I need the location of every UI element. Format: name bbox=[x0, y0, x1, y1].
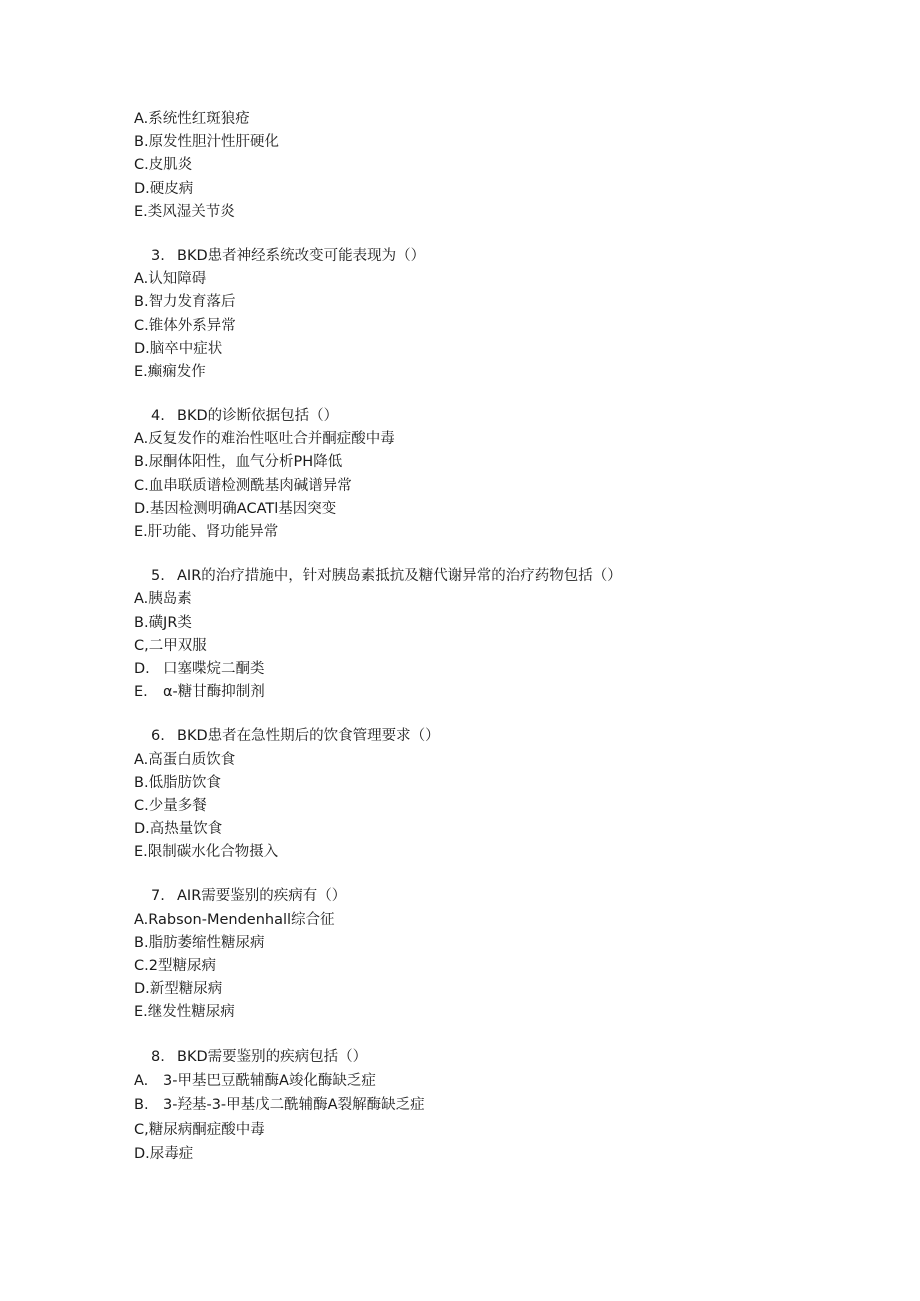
option-line bbox=[134, 795, 834, 818]
option-text: 磺JR类 bbox=[148, 614, 192, 631]
question-text: BKD需要鉴别的疾病包括（） bbox=[177, 1048, 368, 1065]
option-text: 肝功能、肾功能异常 bbox=[147, 524, 279, 540]
option-line bbox=[134, 131, 834, 154]
question-stem bbox=[134, 885, 834, 908]
option-text: 锥体外系异常 bbox=[148, 317, 236, 334]
option-text: 基因检测明确ACATl基因突变 bbox=[149, 500, 337, 517]
option-text: 二甲双服 bbox=[148, 637, 207, 654]
option-text: 血串联质谱检测酰基肉碱谱异常 bbox=[148, 477, 352, 494]
option-line bbox=[134, 475, 834, 498]
option-label: A. bbox=[134, 751, 149, 768]
question-block-8 bbox=[134, 1046, 834, 1167]
option-label: A. bbox=[134, 271, 149, 288]
option-label: B. bbox=[134, 294, 149, 311]
option-line bbox=[134, 1118, 834, 1143]
question-stem bbox=[134, 405, 834, 428]
option-line bbox=[134, 521, 834, 544]
option-line bbox=[134, 1001, 834, 1024]
option-text: 脂肪萎缩性糖尿病 bbox=[148, 934, 265, 951]
option-line bbox=[134, 818, 834, 841]
option-text: 皮肌炎 bbox=[148, 157, 193, 174]
option-text: 胰岛素 bbox=[148, 591, 192, 608]
option-label: B. bbox=[134, 1097, 149, 1114]
option-label: D. bbox=[134, 500, 150, 517]
option-label: B. bbox=[134, 134, 149, 151]
option-label: D. bbox=[134, 660, 150, 677]
option-text: 限制碳水化合物摄入 bbox=[147, 844, 279, 861]
option-line bbox=[134, 154, 834, 177]
option-label: A. bbox=[134, 431, 149, 448]
option-line bbox=[134, 681, 834, 704]
option-line bbox=[134, 635, 834, 658]
option-label: D. bbox=[134, 1146, 150, 1163]
option-line bbox=[134, 108, 834, 131]
option-line bbox=[134, 498, 834, 521]
option-label: E. bbox=[134, 203, 148, 220]
question-number: 4. bbox=[151, 408, 165, 425]
option-label: E. bbox=[134, 1004, 148, 1021]
option-label: C. bbox=[134, 157, 149, 174]
option-text: 原发性胆汁性肝硬化 bbox=[148, 134, 280, 151]
option-label: B. bbox=[134, 614, 149, 631]
option-label: C. bbox=[134, 797, 149, 814]
option-line bbox=[134, 451, 834, 474]
option-text: 癫痫发作 bbox=[147, 363, 206, 380]
option-label: E. bbox=[134, 844, 148, 861]
option-label: C, bbox=[134, 1121, 149, 1138]
option-line bbox=[134, 338, 834, 361]
option-label: D. bbox=[134, 981, 150, 998]
question-block-3 bbox=[134, 245, 834, 384]
option-label: E. bbox=[134, 524, 148, 540]
option-label: C. bbox=[134, 477, 149, 494]
option-line bbox=[134, 1093, 834, 1118]
option-line bbox=[134, 201, 834, 224]
option-label: A. bbox=[134, 591, 149, 608]
option-label: A. bbox=[134, 111, 149, 127]
option-label: C. bbox=[134, 958, 149, 974]
option-text: 系统性红斑狼疮 bbox=[148, 111, 250, 127]
question-stem bbox=[134, 565, 834, 588]
option-label: E. bbox=[134, 363, 148, 380]
option-text: 糖尿病酮症酸中毒 bbox=[148, 1121, 265, 1138]
option-line bbox=[134, 315, 834, 338]
option-label: E. bbox=[134, 684, 148, 701]
option-label: A. bbox=[134, 1072, 149, 1089]
question-stem bbox=[134, 725, 834, 748]
option-text: 智力发育落后 bbox=[148, 294, 236, 311]
option-label: B. bbox=[134, 774, 149, 791]
option-text: 2型糖尿病 bbox=[148, 958, 216, 974]
option-text: α-糖甘酶抑制剂 bbox=[163, 684, 265, 701]
option-line bbox=[134, 428, 834, 451]
option-text: 继发性糖尿病 bbox=[147, 1004, 235, 1021]
question-text: BKD患者在急性期后的饮食管理要求（） bbox=[177, 728, 440, 745]
option-text: 新型糖尿病 bbox=[149, 981, 223, 998]
question-stem bbox=[134, 245, 834, 268]
document-content bbox=[134, 108, 834, 1167]
option-line bbox=[134, 749, 834, 772]
question-number: 3. bbox=[151, 247, 165, 264]
option-line bbox=[134, 1069, 834, 1094]
option-label: D. bbox=[134, 821, 150, 838]
option-text: 硬皮病 bbox=[149, 180, 194, 197]
option-label: B. bbox=[134, 454, 149, 471]
option-text: 3-羟基-3-甲基戊二酰辅酶A裂解酶缺乏症 bbox=[163, 1097, 425, 1114]
option-text: 认知障碍 bbox=[148, 271, 207, 288]
option-text: 3-甲基巴豆酰辅酶A竣化酶缺乏症 bbox=[163, 1072, 376, 1089]
option-text: 尿酮体阳性，血气分析PH降低 bbox=[148, 454, 343, 471]
option-label: A. bbox=[134, 911, 149, 928]
option-label: B. bbox=[134, 934, 149, 951]
option-line bbox=[134, 291, 834, 314]
option-label: C, bbox=[134, 637, 149, 654]
option-text: 反复发作的难治性呕吐合并酮症酸中毒 bbox=[148, 431, 395, 448]
option-line bbox=[134, 658, 834, 681]
question-block-4 bbox=[134, 405, 834, 544]
option-text: 脑卒中症状 bbox=[149, 340, 223, 357]
question-text: AIR需要鉴别的疾病有（） bbox=[177, 888, 347, 905]
option-text: Rabson-Mendenhall综合征 bbox=[148, 911, 335, 928]
option-line bbox=[134, 932, 834, 955]
option-line bbox=[134, 178, 834, 201]
question-number: 8. bbox=[151, 1048, 165, 1065]
question-number: 6. bbox=[151, 728, 165, 745]
option-text: 少量多餐 bbox=[148, 797, 207, 814]
option-line bbox=[134, 361, 834, 384]
question-block-5 bbox=[134, 565, 834, 704]
option-line bbox=[134, 841, 834, 864]
option-label: D. bbox=[134, 180, 150, 197]
option-text: 高蛋白质饮食 bbox=[148, 751, 236, 768]
option-text: 口塞喋烷二酮类 bbox=[163, 660, 265, 677]
question-text: BKD的诊断依据包括（） bbox=[177, 408, 339, 425]
previous-question-options bbox=[134, 108, 834, 224]
option-text: 高热量饮食 bbox=[149, 821, 223, 838]
question-number: 7. bbox=[151, 888, 165, 905]
option-label: D. bbox=[134, 340, 150, 357]
option-text: 类风湿关节炎 bbox=[147, 203, 235, 220]
question-stem bbox=[134, 1046, 834, 1069]
option-label: C. bbox=[134, 317, 149, 334]
option-line bbox=[134, 909, 834, 932]
option-text: 尿毒症 bbox=[149, 1146, 194, 1163]
option-line bbox=[134, 268, 834, 291]
option-line bbox=[134, 978, 834, 1001]
question-text: BKD患者神经系统改变可能表现为（） bbox=[177, 247, 426, 264]
question-text: AIR的治疗措施中，针对胰岛素抵抗及糖代谢异常的治疗药物包括（） bbox=[177, 568, 622, 585]
option-text: 低脂肪饮食 bbox=[148, 774, 222, 791]
question-block-7 bbox=[134, 885, 834, 1024]
question-block-6 bbox=[134, 725, 834, 864]
option-line bbox=[134, 772, 834, 795]
question-number: 5. bbox=[151, 568, 165, 585]
option-line bbox=[134, 955, 834, 978]
option-line bbox=[134, 588, 834, 611]
option-line bbox=[134, 1142, 834, 1167]
option-line bbox=[134, 612, 834, 635]
